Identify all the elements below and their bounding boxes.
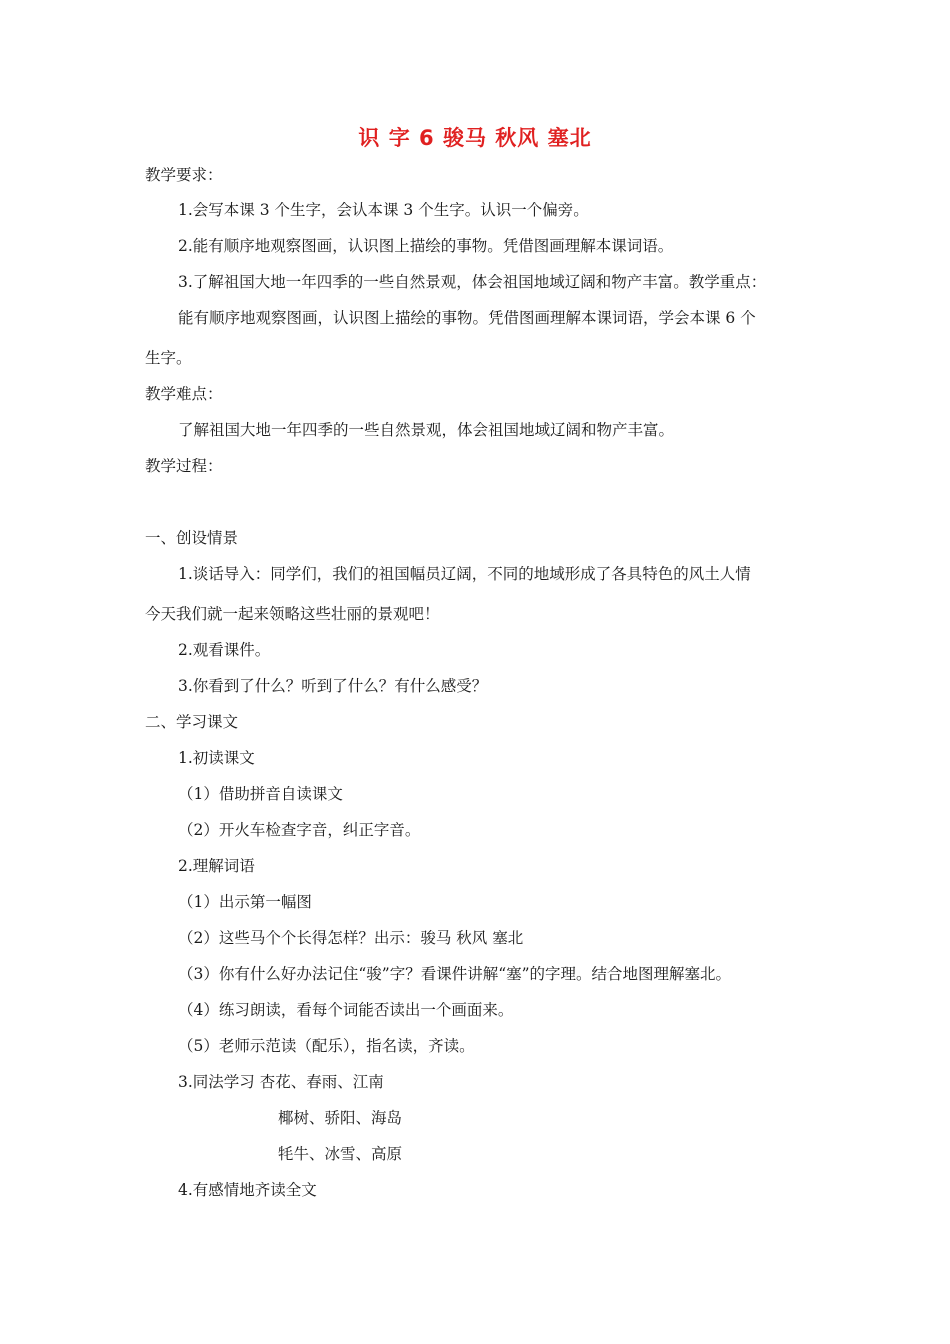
document-title: 识 字 6 骏马 秋风 塞北 xyxy=(358,126,592,150)
text-line: 1.初读课文 xyxy=(178,749,255,767)
text-line: （2）这些马个个长得怎样？出示：骏马 秋风 塞北 xyxy=(178,929,524,947)
text-line: 教学过程： xyxy=(145,457,223,475)
text-line: 二、学习课文 xyxy=(145,713,239,731)
text-line: 今天我们就一起来领略这些壮丽的景观吧！ xyxy=(145,605,440,623)
text-line: （1）出示第一幅图 xyxy=(178,893,312,911)
text-line: 牦牛、冰雪、高原 xyxy=(278,1145,403,1163)
text-line: 一、创设情景 xyxy=(145,529,239,547)
text-line: 教学要求： xyxy=(145,166,223,184)
text-line: 生字。 xyxy=(145,349,192,367)
text-line: 了解祖国大地一年四季的一些自然景观，体会祖国地域辽阔和物产丰富。 xyxy=(178,421,675,439)
text-line: 2.能有顺序地观察图画，认识图上描绘的事物。凭借图画理解本课词语。 xyxy=(178,237,674,255)
text-line: 1.会写本课 3 个生字，会认本课 3 个生字。认识一个偏旁。 xyxy=(178,201,589,219)
text-line: 4.有感情地齐读全文 xyxy=(178,1181,317,1199)
text-line: 3.你看到了什么？听到了什么？有什么感受？ xyxy=(178,677,488,695)
text-line: （1）借助拼音自读课文 xyxy=(178,785,343,803)
text-line: 能有顺序地观察图画，认识图上描绘的事物。凭借图画理解本课词语，学会本课 6 个 xyxy=(178,309,756,327)
text-line: （5）老师示范读（配乐），指名读，齐读。 xyxy=(178,1037,475,1055)
text-line: 椰树、骄阳、海岛 xyxy=(278,1109,403,1127)
text-line: 2.观看课件。 xyxy=(178,641,271,659)
text-line: 教学难点： xyxy=(145,385,223,403)
text-line: 3.同法学习 杏花、春雨、江南 xyxy=(178,1073,384,1091)
text-line: （3）你有什么好办法记住“骏”字？看课件讲解“塞”的字理。结合地图理解塞北。 xyxy=(178,965,732,983)
text-line: （2）开火车检查字音，纠正字音。 xyxy=(178,821,421,839)
text-line: 1.谈话导入：同学们，我们的祖国幅员辽阔，不同的地域形成了各具特色的风土人情 xyxy=(178,565,751,583)
text-line: 2.理解词语 xyxy=(178,857,255,875)
text-line: （4）练习朗读，看每个词能否读出一个画面来。 xyxy=(178,1001,514,1019)
text-line: 3.了解祖国大地一年四季的一些自然景观，体会祖国地域辽阔和物产丰富。教学重点： xyxy=(178,273,767,291)
